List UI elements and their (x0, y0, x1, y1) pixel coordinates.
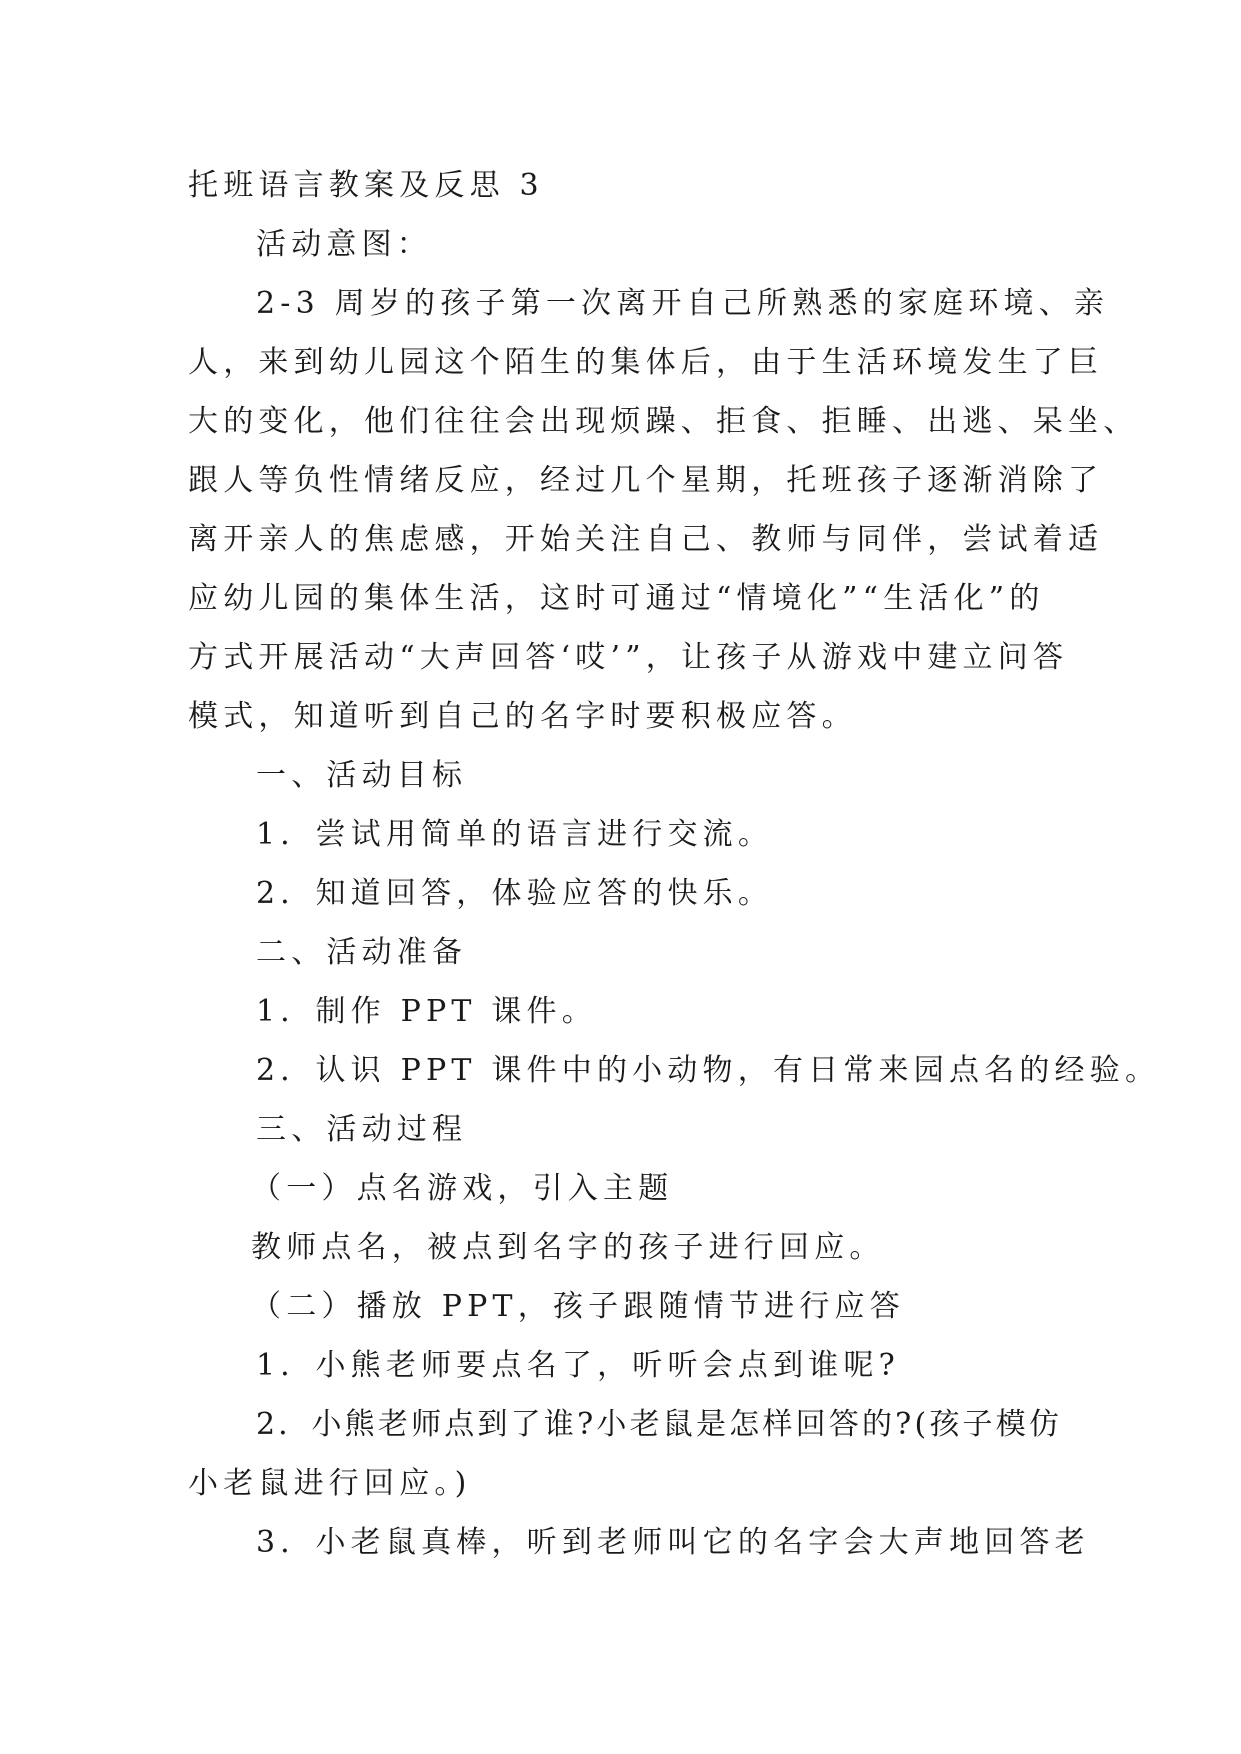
subsection-heading: （一）点名游戏，引入主题 (251, 1171, 674, 1206)
document-title: 托班语言教案及反思 3 (188, 168, 544, 203)
list-item: 2．知道回答，体验应答的快乐。 (256, 876, 774, 911)
paragraph-line: 模式，知道听到自己的名字时要积极应答。 (188, 699, 857, 734)
paragraph-line: 方式开展活动“大声回答‘哎’”，让孩子从游戏中建立问答 (188, 640, 1069, 675)
section-heading-goals: 一、活动目标 (256, 758, 468, 793)
paragraph-line: 人，来到幼儿园这个陌生的集体后，由于生活环境发生了巨 (188, 345, 1104, 380)
subsection-heading: （二）播放 PPT，孩子跟随情节进行应答 (251, 1289, 905, 1324)
section-heading-preparation: 二、活动准备 (256, 935, 468, 970)
list-item: 1．尝试用简单的语言进行交流。 (256, 817, 774, 852)
paragraph-line: 小老鼠进行回应。) (188, 1466, 472, 1501)
paragraph-line: 离开亲人的焦虑感，开始关注自己、教师与同伴，尝试着适 (188, 522, 1104, 557)
paragraph-line: 跟人等负性情绪反应，经过几个星期，托班孩子逐渐消除了 (188, 463, 1104, 498)
section-heading-intent: 活动意图： (256, 227, 432, 262)
paragraph-line: 教师点名，被点到名字的孩子进行回应。 (251, 1230, 885, 1265)
list-item: 2．认识 PPT 课件中的小动物，有日常来园点名的经验。 (256, 1053, 1161, 1088)
list-item: 3．小老鼠真棒，听到老师叫它的名字会大声地回答老 (256, 1525, 1090, 1560)
list-item: 2．小熊老师点到了谁?小老鼠是怎样回答的?(孩子模仿 (256, 1407, 1063, 1442)
paragraph-line: 2-3 周岁的孩子第一次离开自己所熟悉的家庭环境、亲 (256, 286, 1110, 321)
paragraph-line: 应幼儿园的集体生活，这时可通过“情境化”“生活化”的 (188, 581, 1045, 616)
list-item: 1．制作 PPT 课件。 (256, 994, 597, 1029)
list-item: 1．小熊老师要点名了，听听会点到谁呢? (256, 1348, 900, 1383)
paragraph-line: 大的变化，他们往往会出现烦躁、拒食、拒睡、出逃、呆坐、 (188, 404, 1139, 439)
section-heading-process: 三、活动过程 (256, 1112, 468, 1147)
document-body (188, 156, 1161, 1572)
